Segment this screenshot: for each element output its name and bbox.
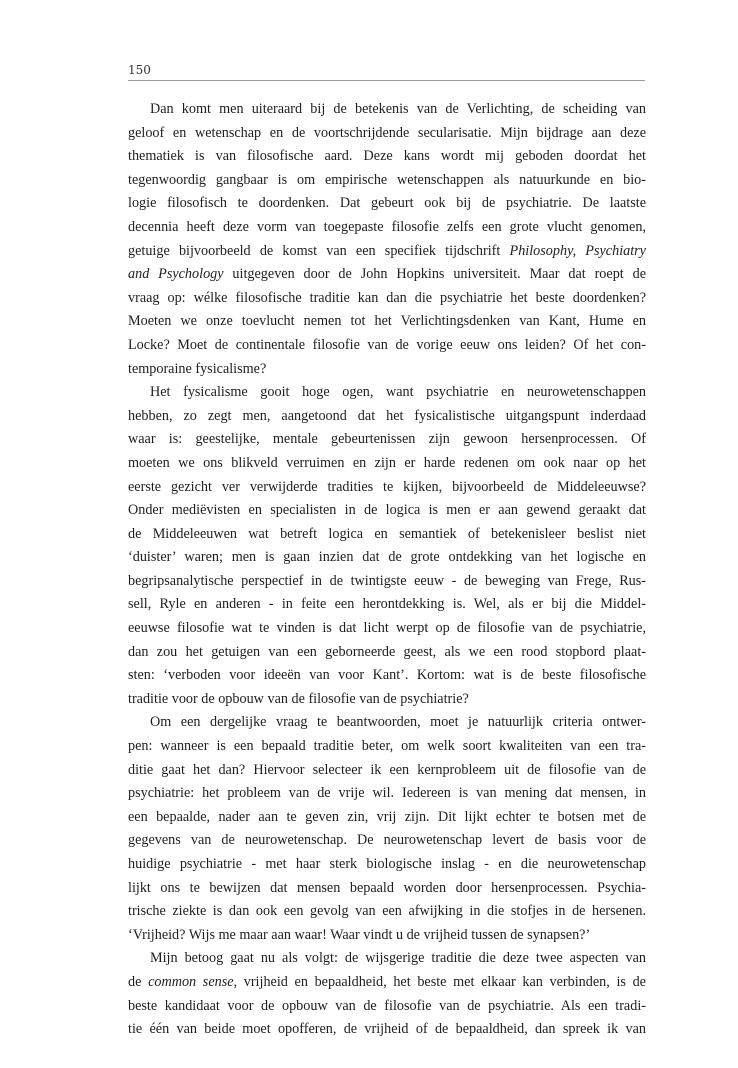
text-run: Moeten we onze toevlucht nemen tot het Verlichtingsdenken van Kant, Hume en [128,313,646,330]
text-line [128,452,646,476]
text-run: trische ziekte is dan ook een gevolg van een afwijking in die stofjes in de hersenen. [128,903,646,920]
text-line [128,853,646,877]
text-line [128,499,646,523]
text-line [128,287,646,311]
text-line [128,664,646,688]
text-line [128,782,646,806]
text-line [128,711,646,735]
text-line [128,334,646,358]
journal-title-italic: Philosophy, Psychiatry [509,242,646,259]
text-line [128,806,646,830]
text-run: beste kandidaat voor de opbouw van de filosofie van de psychiatrie. Als een tradi- [128,997,646,1014]
page-number: 150 [128,63,151,77]
text-run: Dan komt men uiteraard bij de betekenis van de Verlichting, de scheiding van [150,101,646,117]
text-run: ditie gaat het dan? Hiervoor selecteer ik een kernprobleem uit de filosofie van de [128,761,646,778]
text-run: gegevens van de neurowetenschap. De neurowetenschap levert de basis voor de [128,832,646,849]
text-line [128,169,646,193]
text-run: uitgegeven door de John Hopkins universiteit. Maar dat roept de [223,266,646,283]
text-line [128,405,646,429]
text-run: hebben, zo zegt men, aangetoond dat het fysicalistische uitgangspunt inderdaad [128,407,646,424]
text-run: logie filosofisch te doordenken. Dat gebeurt ook bij de psychiatrie. De laatste [128,195,646,212]
text-line [128,546,646,570]
text-line [128,358,646,382]
text-run: lijkt ons te bewijzen dat mensen bepaald worden door hersenprocessen. Psychia- [128,879,646,896]
text-line [128,310,646,334]
text-run: getuige bijvoorbeeld de komst van een specifiek tijdschrift [128,242,510,259]
journal-title-italic: and Psychology [128,266,224,283]
text-line [128,877,646,901]
text-line [128,759,646,783]
text-line [128,263,646,287]
text-run: huidige psychiatrie - met haar sterk biologische inslag - en die neurowetenschap [128,856,646,872]
text-run: psychiatrie: het probleem van de vrije wil. Iedereen is van mening dat mensen, in [128,785,646,802]
text-line [128,995,646,1019]
paragraph-2 [128,381,646,711]
term-italic: common sense [148,973,234,990]
text-line [128,476,646,500]
text-line [128,122,646,146]
text-run: eeuwse filosofie wat te vinden is dat licht werpt op de filosofie van de psychiatrie, [128,620,646,637]
text-run: waar is: geestelijke, mentale gebeurtenissen zijn gewoon hersenprocessen. Of [128,431,646,448]
text-line [128,688,646,712]
text-run: tegenwoordig gangbaar is om empirische wetenschappen als natuurkunde en bio- [128,171,646,188]
text-run: tie één van beide moet opofferen, de vrijheid of de bepaaldheid, dan spreek ik van [128,1021,646,1038]
body-text [128,98,646,1042]
text-run: traditie voor de opbouw van de filosofie van de psychiatrie? [128,690,469,707]
paragraph-1 [128,98,646,381]
text-run: sell, Ryle en anderen - in feite een herontdekking is. Wel, als er bij die Middel- [128,596,646,613]
text-line [128,145,646,169]
paragraph-4 [128,947,646,1041]
text-run: begripsanalytische perspectief in de twintigste eeuw - de beweging van Frege, Rus- [128,572,646,589]
text-run: moeten we ons blikveld verruimen en zijn er harde redenen om ook naar op het [128,454,646,471]
text-line [128,381,646,405]
text-run: Mijn betoog gaat nu als volgt: de wijsgerige traditie die deze twee aspecten van [150,950,646,967]
text-run: decennia heeft deze vorm van toegepaste filosofie zelfs een grote vlucht genomen, [128,218,646,235]
text-line [128,829,646,853]
text-run: Om een dergelijke vraag te beantwoorden, moet je natuurlijk criteria ontwer- [150,714,646,731]
text-run: Locke? Moet de continentale filosofie van de vorige eeuw ons leiden? Of het con- [128,336,646,353]
text-line [128,617,646,641]
text-line [128,924,646,948]
text-line [128,641,646,665]
text-line [128,523,646,547]
text-run: temporaine fysicalisme? [128,360,267,377]
text-line [128,216,646,240]
text-run: dan zou het getuigen van een geborneerde geest, als we een rood stopbord plaat- [128,643,646,660]
text-run: geloof en wetenschap en de voortschrijdende secularisatie. Mijn bijdrage aan deze [128,124,646,141]
text-line [128,98,646,122]
text-run: , vrijheid en bepaaldheid, het beste met elkaar kan verbinden, is de [233,973,646,990]
text-line [128,192,646,216]
text-line [128,900,646,924]
text-line [128,971,646,995]
text-run: Het fysicalisme gooit hoge ogen, want psychiatrie en neurowetenschappen [150,384,646,401]
text-run: een bepaalde, nader aan te geven zin, vrij zijn. Dit lijkt echter te botsen met de [128,808,646,825]
text-run: de [128,973,149,990]
text-run: sten: ‘verboden voor ideeën van voor Kant’. Kortom: wat is de beste filosofische [128,667,646,684]
text-line [128,947,646,971]
text-run: ‘duister’ waren; men is gaan inzien dat de grote ontdekking van het logische en [128,549,646,566]
text-run: eerste gezicht ver verwijderde tradities te kijken, bijvoorbeeld de Middeleeuwse? [128,478,646,495]
text-run: de Middeleeuwen wat betreft logica en semantiek of betekenisleer beslist niet [128,525,646,542]
text-line [128,428,646,452]
paragraph-3 [128,711,646,947]
text-line [128,735,646,759]
text-line [128,1018,646,1042]
text-line [128,570,646,594]
text-run: vraag op: wélke filosofische traditie kan dan die psychiatrie het beste doordenken? [128,289,646,306]
text-run: thematiek is van filosofische aard. Deze kans wordt mij geboden doordat het [128,148,646,165]
text-line [128,593,646,617]
text-run: Onder mediëvisten en specialisten in de logica is men er aan gewend geraakt dat [128,502,646,519]
header-rule [128,80,645,81]
text-run: pen: wanneer is een bepaald traditie beter, om welk soort kwaliteiten van een tra- [128,738,646,755]
text-line [128,240,646,264]
text-run: ‘Vrijheid? Wijs me maar aan waar! Waar vindt u de vrijheid tussen de synapsen?’ [128,926,591,943]
